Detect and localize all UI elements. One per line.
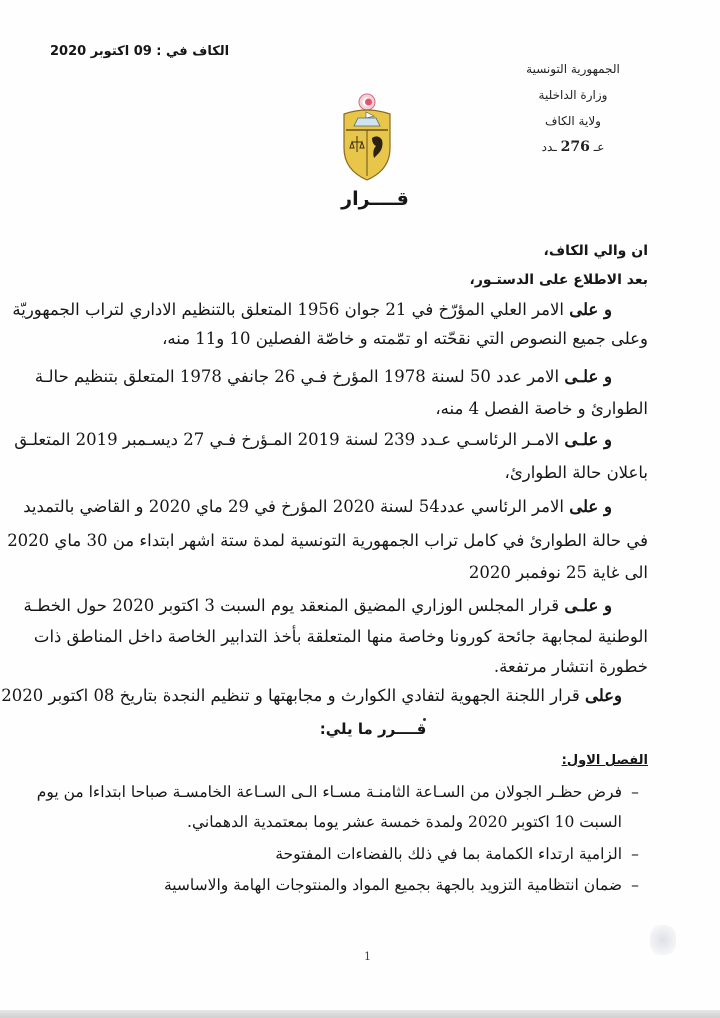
consideration-text: الامـر الرئاسـي عـدد 239 لسنة 2019 المـؤرخ فـي 27 ديسـمبر 2019 المتعلـق [14, 430, 560, 449]
page-edge [0, 1010, 720, 1018]
article-item-1-line-2: السبت 10 اكتوبر 2020 ولمدة خمسة عشر يوما بمعتمدية الدهماني. [187, 813, 622, 831]
consideration-5-line-3: خطورة انتشار مرتفعة. [493, 657, 648, 676]
preamble-constitution: بعد الاطلاع على الدستـور، [469, 272, 648, 288]
consideration-2-line-1 [35, 367, 612, 386]
preamble-governor: ان والي الكاف، [543, 243, 648, 259]
ref-number: 276 [560, 139, 590, 155]
consideration-3-line-2: باعلان حالة الطوارئ، [504, 463, 648, 482]
article-item-3 [164, 876, 648, 894]
consideration-3-line-1 [14, 430, 612, 449]
ministry-name: وزارة الداخلية [538, 88, 608, 102]
article-item-2 [275, 845, 648, 863]
bullet-dash: – [631, 876, 639, 894]
article-item-1-line-1 [37, 783, 648, 801]
consideration-1-line-1 [12, 300, 612, 319]
bullet-dash: – [631, 783, 639, 801]
consideration-text: قرار اللجنة الجهوية لتفادي الكوارث و مجابهتها و تنظيم النجدة بتاريخ 08 اكتوبر 2020 [1, 686, 580, 705]
consideration-lead: وعلى [584, 686, 622, 705]
consideration-2-line-2: الطوارئ و خاصة الفصل 4 منه، [435, 399, 648, 418]
decides-heading: قــــرر ما يلي: [319, 720, 427, 738]
consideration-5-line-2: الوطنية لمجابهة جائحة كورونا وخاصة منها المتعلقة بأخذ التدابير الخاصة داخل المناطق ذات [33, 627, 648, 646]
article-text: ضمان انتظامية التزويد بالجهة بجميع المواد والمنتوجات الهامة والاساسية [163, 876, 622, 894]
document-date: الكاف في : 09 اكتوبر 2020 [50, 44, 230, 59]
ref-prefix: عـ [593, 140, 605, 154]
consideration-6-line-1 [0, 686, 622, 705]
governorate-name: ولاية الكاف [545, 114, 601, 128]
page-number: 1 [364, 950, 371, 963]
article-text: فرض حظـر الجولان من السـاعة الثامنـة مسـاء الـى السـاعة الخامسـة صباحا ابتداءا من يوم [36, 783, 622, 801]
consideration-lead: و علـى [564, 596, 612, 615]
scan-smudge [650, 925, 676, 955]
consideration-text: الامر العلي المؤرّخ في 21 جوان 1956 المتعلق بالتنظيم الاداري لتراب الجمهوريّة [12, 300, 564, 319]
consideration-lead: و علـى [564, 367, 612, 386]
consideration-4-line-1 [23, 497, 612, 516]
consideration-5-line-1 [24, 596, 612, 615]
consideration-text: الامر الرئاسي عدد54 لسنة 2020 المؤرخ في 29 ماي 2020 و القاضي بالتمديد [23, 497, 564, 516]
article-text: الزامية ارتداء الكمامة بما في ذلك بالفضاءات المفتوحة [275, 845, 622, 863]
consideration-lead: و على [569, 300, 612, 319]
country-name: الجمهورية التونسية [526, 62, 620, 76]
consideration-text: الامر عدد 50 لسنة 1978 المؤرخ فـي 26 جانفي 1978 المتعلق بتنظيم حالـة [34, 367, 560, 386]
issuer-header [488, 56, 658, 160]
bullet-dash: – [631, 845, 639, 863]
reference-number [488, 134, 658, 160]
consideration-4-line-2: في حالة الطوارئ في كامل تراب الجمهورية التونسية لمدة ستة اشهر ابتداء من 30 ماي 2020 [7, 531, 648, 550]
decision-title: قــــرار [341, 188, 409, 210]
ref-suffix: ـدد [541, 140, 557, 154]
consideration-1-line-2: وعلى جميع النصوص التي نقحّته او تمّمته و خاصّة الفصلين 10 و11 منه، [162, 329, 648, 348]
consideration-lead: و على [569, 497, 612, 516]
consideration-lead: و علـى [564, 430, 612, 449]
section-title: الفصل الاول: [561, 753, 648, 768]
coat-of-arms-icon [322, 92, 412, 182]
consideration-4-line-3: الى غاية 25 نوفمبر 2020 [468, 563, 648, 582]
consideration-text: قرار المجلس الوزاري المضيق المنعقد يوم السبت 3 اكتوبر 2020 حول الخطـة [23, 596, 560, 615]
